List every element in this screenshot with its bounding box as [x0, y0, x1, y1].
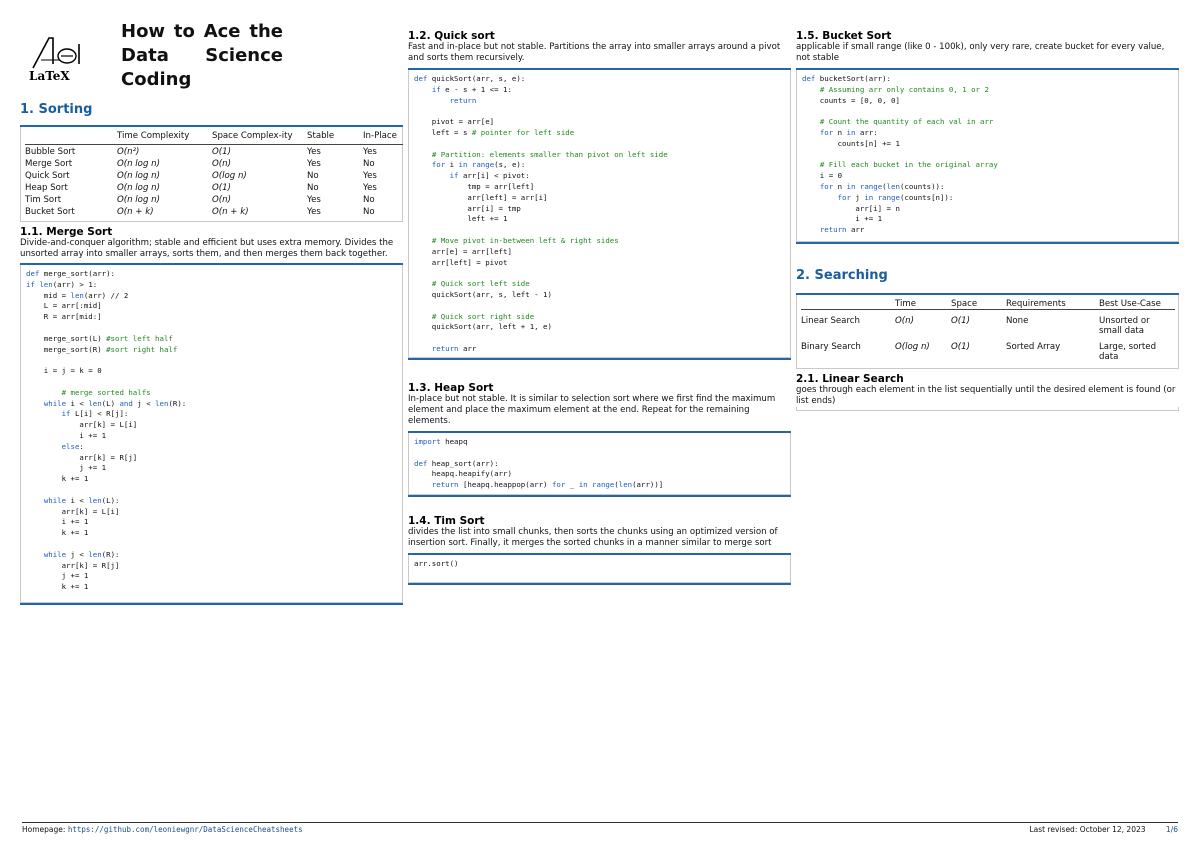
svg-text:LaTeX: LaTeX	[29, 69, 70, 83]
bucket-sort-code: def bucketSort(arr): # Assuming arr only contains 0, 1 or 2 counts = [0, 0, 0] # Count the quantity of each val in arr for n in arr: counts[n] += 1 # Fill each bucket in the original array i = 0 for n in range(len(counts)): for j in range(counts[n]): arr[i] = n i += 1 return arr	[802, 74, 998, 235]
column-3	[796, 30, 1179, 411]
table-cell: No	[363, 207, 375, 217]
table-cell: No	[307, 171, 319, 181]
table-header: Best Use-Case	[1099, 299, 1161, 309]
table-cell: O(n)	[212, 195, 231, 205]
table-cell: Bucket Sort	[25, 207, 75, 217]
table-cell: O(log n)	[895, 342, 930, 352]
table-cell: O(n log n)	[117, 183, 160, 193]
quick-sort-code: def quickSort(arr, s, e): if e - s + 1 <= 1: return pivot = arr[e] left = s # pointer for left side # Partition: elements smaller than pivot on left side for i in range(s, e): if arr[i] < pivot: tmp = arr[left] arr[left] = arr[i] arr[i] = tmp left += 1 # Move pivot in-between left & right sides arr[e] = arr[left] arr[left] = pivot # Quick sort left side quickSort(arr, s, left - 1) # Quick sort right side quickSort(arr, left + 1, e) return arr	[414, 74, 668, 353]
column-1	[20, 102, 403, 605]
heap-sort-section	[408, 382, 791, 497]
heap-sort-heading: 1.3. Heap Sort	[408, 382, 494, 394]
table-cell: O(n log n)	[117, 195, 160, 205]
section-heading-searching: 2. Searching	[796, 268, 888, 283]
table-header: Requirements	[1006, 299, 1066, 309]
table-header	[801, 299, 895, 310]
tim-sort-heading: 1.4. Tim Sort	[408, 515, 485, 527]
table-cell: Yes	[363, 183, 377, 193]
table-cell: Yes	[363, 147, 377, 157]
table-row	[25, 157, 403, 169]
table-cell: Yes	[307, 195, 321, 205]
table-cell: O(n + k)	[212, 207, 249, 217]
table-cell: Heap Sort	[25, 183, 68, 193]
table-row	[25, 181, 403, 193]
table-header: Time	[895, 299, 917, 309]
table-cell: O(n²)	[117, 147, 140, 157]
sorting-comparison-table	[25, 131, 403, 217]
table-row	[801, 336, 1175, 362]
table-row	[25, 145, 403, 158]
merge-sort-heading: 1.1. Merge Sort	[20, 226, 113, 238]
table-cell: Yes	[307, 207, 321, 217]
section-heading-sorting: 1. Sorting	[20, 102, 93, 117]
table-cell: O(1)	[212, 147, 231, 157]
table-row	[25, 205, 403, 217]
heap-sort-code: import heapq def heap_sort(arr): heapq.heapify(arr) return [heapq.heappop(arr) for _ in range(len(arr))]	[414, 437, 664, 490]
bucket-sort-heading: 1.5. Bucket Sort	[796, 30, 892, 42]
table-cell: Yes	[307, 159, 321, 169]
table-cell: O(1)	[951, 316, 970, 326]
homepage-link[interactable]: https://github.com/leoniewgnr/DataScienceCheatsheets	[67, 825, 303, 834]
table-cell: Merge Sort	[25, 159, 73, 169]
table-cell: Quick Sort	[25, 171, 70, 181]
table-cell: O(n)	[212, 159, 231, 169]
table-cell: Sorted Array	[1006, 342, 1061, 352]
table-header	[25, 131, 117, 145]
table-cell: Bubble Sort	[25, 147, 76, 157]
table-cell: Linear Search	[801, 316, 860, 326]
table-cell: Unsorted or small data	[1099, 316, 1150, 336]
document-title: How to Ace the Data Science Coding	[121, 21, 283, 90]
table-header: Space Complex-ity	[212, 131, 293, 141]
table-cell: O(n log n)	[117, 159, 160, 169]
sorting-comparison-table-box	[20, 127, 403, 222]
table-cell: Large, sorted data	[1099, 342, 1157, 362]
table-cell: O(log n)	[212, 171, 247, 181]
table-row	[801, 310, 1175, 337]
table-cell: Yes	[307, 147, 321, 157]
table-header: In-Place	[363, 131, 397, 141]
tim-sort-code: arr.sort()	[414, 559, 459, 568]
homepage-label: Homepage:	[22, 825, 66, 834]
table-cell: Yes	[363, 171, 377, 181]
table-cell: No	[363, 195, 375, 205]
tim-sort-description: divides the list into small chunks, then sorts the chunks using an optimized version of insertion sort. Finally, it merges the sorted chunks in a manner similar to merge sort	[408, 527, 778, 548]
page-footer	[22, 822, 1178, 834]
tim-sort-section	[408, 515, 791, 585]
bucket-sort-description: applicable if small range (like 0 - 100k), only very rare, create bucket for every value, not stable	[796, 42, 1165, 63]
table-cell: O(n log n)	[117, 171, 160, 181]
quick-sort-heading: 1.2. Quick sort	[408, 30, 495, 42]
table-header: Stable	[307, 131, 335, 141]
merge-sort-code: def merge_sort(arr): if len(arr) > 1: mid = len(arr) // 2 L = arr[:mid] R = arr[mid:] merge_sort(L) #sort left half merge_sort(R) #sort right half i = j = k = 0 # merge sorted halfs while i < len(L) and j < len(R): if L[i] < R[j]: arr[k] = L[i] i += 1 else: arr[k] = R[j] j += 1 k += 1 while i < len(L): arr[k] = L[i] i += 1 k += 1 while j < len(R): arr[k] = R[j] j += 1 k += 1	[26, 269, 187, 592]
table-cell: O(n)	[895, 316, 914, 326]
table-row	[25, 193, 403, 205]
table-cell: No	[307, 183, 319, 193]
linear-search-heading: 2.1. Linear Search	[796, 373, 904, 385]
table-row	[25, 169, 403, 181]
table-header: Time Complexity	[117, 131, 190, 141]
merge-sort-description: Divide-and-conquer algorithm; stable and efficient but uses extra memory. Divides the unsorted array into smaller arrays, sorts them, and then merges them back together.	[20, 238, 394, 259]
table-cell: O(1)	[951, 342, 970, 352]
table-cell: O(n + k)	[117, 207, 154, 217]
bucket-sort-section	[796, 30, 1179, 244]
linear-search-description: goes through each element in the list sequentially until the desired element is found (or list ends)	[796, 385, 1176, 406]
table-header: Space	[951, 299, 978, 309]
latex-logo	[27, 30, 87, 84]
table-cell: Binary Search	[801, 342, 861, 352]
table-cell: O(1)	[212, 183, 231, 193]
last-revised: Last revised: October 12, 2023	[1029, 825, 1146, 834]
page-number: 1/6	[1165, 825, 1178, 834]
heap-sort-description: In-place but not stable. It is similar to selection sort where we first find the maximum element and place the maximum element at the end. Repeat for the remaining elements.	[408, 394, 776, 426]
quick-sort-section	[408, 30, 791, 360]
table-cell: Tim Sort	[25, 195, 62, 205]
searching-comparison-table	[801, 299, 1175, 362]
linear-search-section	[796, 373, 1179, 411]
merge-sort-section	[20, 226, 403, 605]
column-2	[408, 30, 791, 585]
table-cell: No	[363, 159, 375, 169]
searching-table-box	[796, 295, 1179, 369]
table-cell: None	[1006, 316, 1029, 326]
quick-sort-description: Fast and in-place but not stable. Partitions the array into smaller arrays around a pivot and sorts them recursively.	[408, 42, 781, 63]
